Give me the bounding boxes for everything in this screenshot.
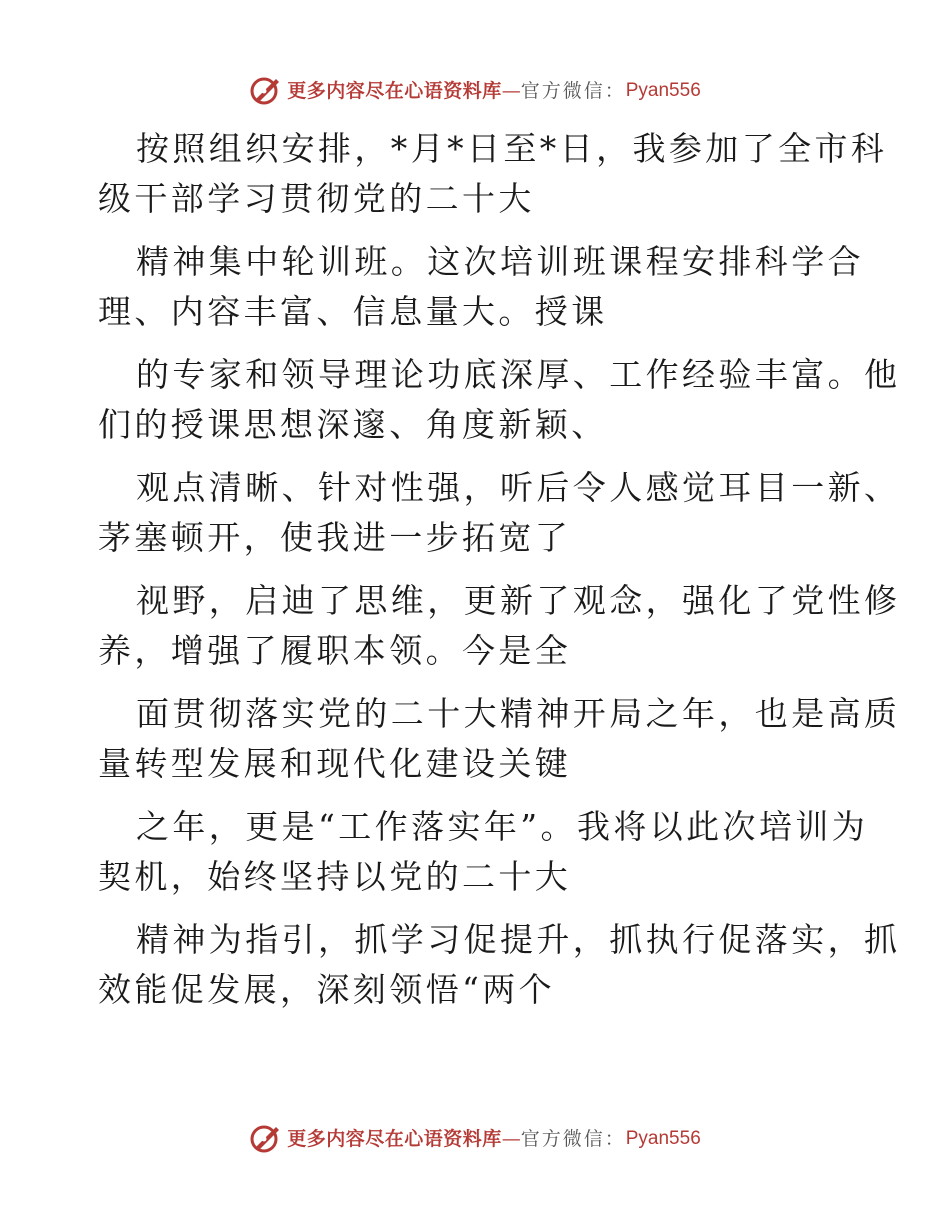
watermark-wechat-handle: Pyan556 — [625, 1128, 701, 1149]
text-line: 面贯彻落实党的二十大精神开局之年，也是高质 — [136, 694, 901, 733]
watermark-separator: — — [501, 80, 521, 102]
header-watermark — [0, 76, 950, 106]
text-line: 视野，启迪了思维，更新了观念，强化了党性修 — [136, 581, 901, 620]
text-line: 级干部学习贯彻党的二十大 — [98, 179, 535, 218]
text-line: 精神集中轮训班。这次培训班课程安排科学合 — [136, 242, 864, 281]
text-line: 的专家和领导理论功底深厚、工作经验丰富。他 — [136, 355, 901, 394]
watermark-separator: — — [501, 1128, 521, 1150]
watermark-slogan: 更多内容尽在心语资料库 — [287, 80, 502, 102]
text-line: 养，增强了履职本领。今是全 — [98, 631, 572, 670]
text-line: 之年，更是“工作落实年”。我将以此次培训为 — [136, 807, 869, 846]
text-line: 量转型发展和现代化建设关键 — [98, 744, 572, 783]
text-line: 理、内容丰富、信息量大。授课 — [98, 292, 608, 331]
pen-nib-logo-icon — [249, 1124, 283, 1154]
watermark-official-label: 官方微信： — [520, 80, 626, 102]
footer-watermark — [0, 1124, 950, 1154]
text-line: 们的授课思想深邃、角度新颖、 — [98, 405, 608, 444]
watermark-official-label: 官方微信： — [520, 1128, 626, 1150]
text-line: 精神为指引，抓学习促提升，抓执行促落实，抓 — [136, 920, 901, 959]
text-line: 观点清晰、针对性强，听后令人感觉耳目一新、 — [136, 468, 901, 507]
text-line: 茅塞顿开，使我进一步拓宽了 — [98, 518, 572, 557]
pen-nib-logo-icon — [249, 76, 283, 106]
text-line: 效能促发展，深刻领悟“两个 — [98, 970, 556, 1009]
watermark-wechat-handle: Pyan556 — [625, 80, 701, 101]
text-line: 按照组织安排，*月*日至*日，我参加了全市科 — [136, 129, 888, 168]
text-line: 契机，始终坚持以党的二十大 — [98, 857, 572, 896]
watermark-slogan: 更多内容尽在心语资料库 — [287, 1128, 502, 1150]
document-body — [98, 124, 901, 1028]
